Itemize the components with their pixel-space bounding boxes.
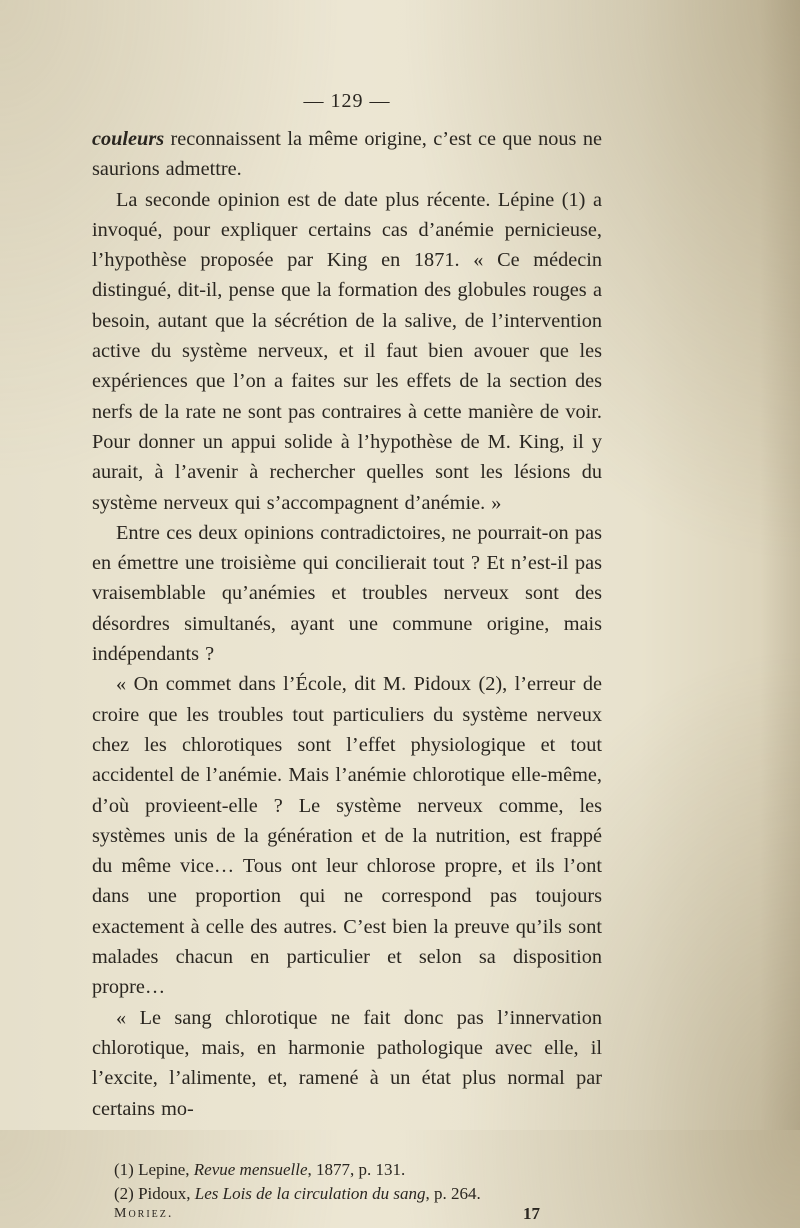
paragraph-text: reconnaissent la même origine, c’est ce que nous ne saurions admettre.	[92, 128, 602, 181]
footnote-author: Pidoux,	[133, 1183, 195, 1203]
footnotes	[92, 1158, 602, 1206]
paragraph: « Le sang chlorotique ne fait donc pas l’innervation chlorotique, mais, en harmonie pathologique avec elle, il l’excite, l’alimente, et, ramené à un état plus normal par certains mo-	[92, 1006, 602, 1120]
italic-lead-word: couleurs	[92, 128, 165, 150]
footnote-rest: , 1877, p. 131.	[307, 1159, 406, 1179]
book-page	[92, 88, 602, 1228]
paragraph: Entre ces deux opinions contradictoires, ne pourrait-on pas en émettre une troisième qui concilierait tout ? Et n’est-il pas vraisemblable qu’anémies et troubles nerveux sont des désordres simultanés, ayant une commune origine, mais indépendants ?	[92, 521, 602, 666]
paragraph-continuation	[92, 124, 602, 185]
signature-line	[92, 1203, 602, 1228]
footnote	[92, 1182, 602, 1206]
paragraph: La seconde opinion est de date plus récente. Lépine (1) a invoqué, pour expliquer certains cas d’anémie pernicieuse, l’hypothèse proposée par King en 1871. « Ce médecin distingué, dit-il, pense que la formation des globules rouges a besoin, autant que la sécrétion de la salive, de l’intervention active du système nerveux, et il faut bien avouer que les expériences que l’on a faites sur les effets de la section des nerfs de la rate ne sont pas contraires à cette manière de voir. Pour donner un appui solide à l’hypothèse de M. King, il y aurait, à l’avenir à rechercher quelles sont les lésions du système nerveux qui s’accompagnent d’anémie. »	[92, 188, 602, 514]
page-number-header: — 129 —	[303, 90, 391, 112]
footnote-marker: (1)	[114, 1159, 134, 1179]
footnote-author: Lepine,	[133, 1159, 194, 1179]
signature-name: Moriez.	[114, 1205, 174, 1221]
footnote	[92, 1158, 602, 1182]
footnote-rest: , p. 264.	[425, 1183, 481, 1203]
body-text	[92, 124, 602, 1124]
page-edge-shadow	[760, 0, 800, 1130]
footnote-title: Les Lois de la circulation du sang	[194, 1183, 426, 1203]
footnote-marker: (2)	[114, 1183, 134, 1203]
sheet-number: 17	[523, 1203, 540, 1223]
footnote-title: Revue mensuelle	[193, 1159, 308, 1179]
paragraph: « On commet dans l’École, dit M. Pidoux (2), l’erreur de croire que les troubles tout particuliers du système nerveux chez les chlorotiques sont l’effet physiologique et tout accidentel de l’anémie. Mais l’anémie chlorotique elle-même, d’où provieent-elle ? Le système nerveux comme, les systèmes unis de la génération et de la nutrition, est frappé du même vice… Tous ont leur chlorose propre, et ils l’ont dans une proportion qui ne correspond pas toujours exactement à celle des autres. C’est bien la preuve qu’ils sont malades chacun en particulier et selon sa disposition propre…	[92, 673, 602, 999]
